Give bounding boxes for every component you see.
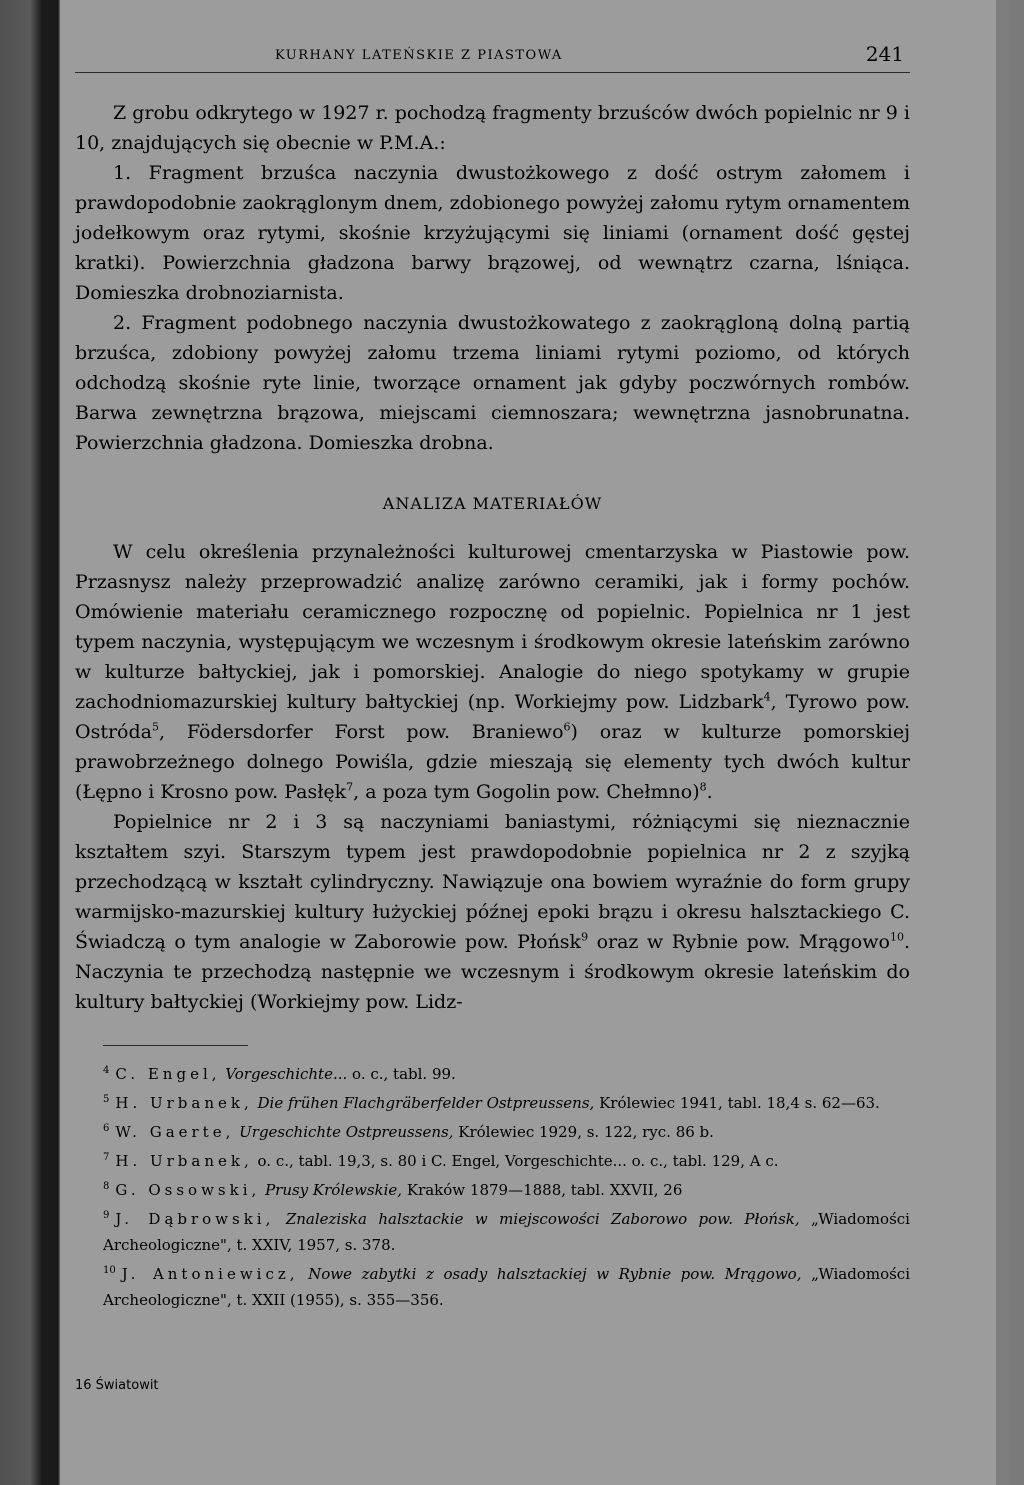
footnote: $^8$ G. Ossowski, Prusy Królewskie, Kraków 1879—1888, tabl. XXVII, 26	[103, 1181, 683, 1199]
page-number: 241	[865, 42, 904, 66]
page-body	[75, 98, 910, 1313]
paragraph-fragment-2: 2. Fragment podobnego naczynia dwustożkowatego z zaokrągloną dolną partią brzuśca, zdobiony powyżej załomu trzema liniami rytymi poziomo, od których odchodzą skośnie ryte linie, tworzące ornament jak gdyby poczwórnych rombów. Barwa zewnętrzna brązowa, miejscami ciemnoszara; wewnętrzna jasnobrunatna. Powierzchnia gładzona. Domieszka drobna.	[75, 312, 910, 454]
header-rule	[75, 72, 910, 73]
paragraph-analysis-2: Popielnice nr 2 i 3 są naczyniami baniastymi, różniącymi się nieznacznie kształtem szyi. Starszym typem jest prawdopodobnie popielnica nr 2 z szyjką przechodzącą w kształt cylindryczny. Nawiązuje ona bowiem wyraźnie do form grupy warmijsko-mazurskiej kultury łużyckiej późnej epoki brązu i okresu halsztackiego C. Świadczą o tym analogie w Zaborowie pow. Płońsk$^9$ oraz w Rybnie pow. Mrągowo$^{10}$. Naczynia te przechodzą następnie we wczesnym i środkowym okresie lateńskim do kultury bałtyckiej (Workiejmy pow. Lidz-	[75, 811, 910, 1013]
footnote-ref: 6	[563, 720, 571, 734]
paragraph-fragment-1: 1. Fragment brzuśca naczynia dwustożkowego z dość ostrym załomem i prawdopodobnie zaokrąglonym dnem, zdobionego powyżej załomu rytym ornamentem jodełkowym oraz rytymi, skośnie krzyżującymi się liniami (ornament dość gęstej kratki). Powierzchnia gładzona barwy brązowej, od wewnątrz czarna, lśniąca. Domieszka drobnoziarnista.	[75, 162, 910, 304]
footnote: $^4$ C. Engel, Vorgeschichte... o. c., tabl. 99.	[103, 1065, 456, 1083]
footnote-ref: 4	[763, 690, 771, 704]
footnote-ref: 7	[346, 780, 354, 794]
footnote-ref: 10	[889, 930, 904, 944]
footnote: $^6$ W. Gaerte, Urgeschichte Ostpreussens, Królewiec 1929, s. 122, ryc. 86 b.	[103, 1123, 714, 1141]
footnote-rule	[103, 1045, 248, 1046]
paragraph-grave-1927: Z grobu odkrytego w 1927 r. pochodzą fragmenty brzuśców dwóch popielnic nr 9 i 10, znajdujących się obecnie w P.M.A.:	[75, 102, 910, 154]
page-edge	[996, 0, 1010, 1485]
book-spine	[0, 0, 60, 1485]
printer-signature: 16 Światowit	[75, 1378, 159, 1393]
section-title: ANALIZA MATERIAŁÓW	[382, 494, 603, 513]
footnote: $^5$ H. Urbanek, Die frühen Flachgräberfelder Ostpreussens, Królewiec 1941, tabl. 18,4 s. 62—63.	[103, 1094, 880, 1112]
paragraph-analysis-1: W celu określenia przynależności kulturowej cmentarzyska w Piastowie pow. Przasnysz należy przeprowadzić analizę zarówno ceramiki, jak i formy pochów. Omówienie materiału ceramicznego rozpocznę od popielnic. Popielnica nr 1 jest typem naczynia, występującym we wczesnym i środkowym okresie lateńskim zarówno w kulturze bałtyckiej, jak i pomorskiej. Analogie do niego spotykamy w grupie zachodniomazurskiej kultury bałtyckiej (np. Workiejmy pow. Lidzbark$^4$, Tyrowo pow. Ostróda$^5$, Födersdorfer Forst pow. Braniewo$^6$) oraz w kulturze pomorskiej prawobrzeżnego dolnego Powiśla, gdzie mieszają się elementy tych dwóch kultur (Łępno i Krosno pow. Pasłęk$^7$, a poza tym Gogolin pow. Chełmno)$^8$.	[75, 541, 910, 803]
footnote: $^9$ J. Dąbrowski, Znaleziska halsztackie w miejscowości Zaborowo pow. Płońsk, „Wiadomości Archeologiczne", t. XXIV, 1957, s. 378.	[103, 1210, 910, 1254]
page-header	[75, 42, 910, 78]
footnote: $^{10}$ J. Antoniewicz, Nowe zabytki z osady halsztackiej w Rybnie pow. Mrągowo, „Wiadomości Archeologiczne", t. XXII (1955), s. 355—356.	[103, 1265, 910, 1309]
footnote-ref: 9	[581, 930, 589, 944]
footnotes	[75, 1058, 910, 1313]
running-title: KURHANY LATEŃSKIE Z PIASTOWA	[275, 48, 563, 63]
footnote: $^7$ H. Urbanek, o. c., tabl. 19,3, s. 80 i C. Engel, Vorgeschichte... o. c., tabl. 129, A c.	[103, 1152, 779, 1170]
footnote-ref: 8	[699, 780, 707, 794]
footnote-ref: 5	[151, 720, 159, 734]
